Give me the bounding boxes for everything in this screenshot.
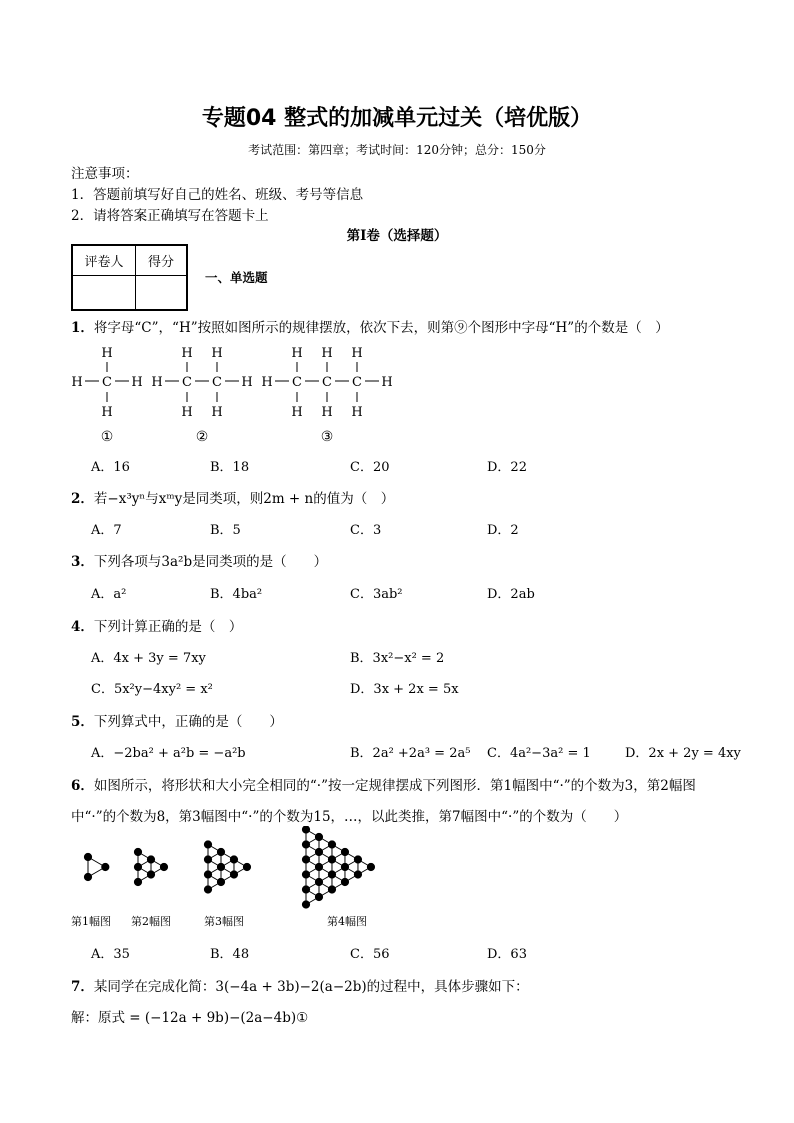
grade-table — [71, 244, 188, 311]
bond-lines — [85, 362, 379, 402]
score-header: 得分 — [136, 245, 188, 276]
question-number: 2． — [71, 491, 94, 507]
c-letter: C — [182, 375, 192, 390]
c-letter: C — [322, 375, 332, 390]
pattern-dot — [302, 901, 309, 908]
question-number: 1． — [71, 320, 94, 336]
h-letter: H — [291, 346, 303, 361]
pattern-dot — [84, 873, 91, 880]
pattern-dot — [341, 848, 348, 855]
page-title: 专题04 整式的加减单元过关（培优版） — [201, 106, 593, 131]
pattern-dot — [230, 856, 237, 863]
question-5 — [71, 710, 283, 730]
option-d[interactable]: D．2 — [487, 523, 519, 538]
question-6-line2: 中“·”的个数为8，第3幅图中“·”的个数为15，…，以此类推，第7幅图中“·”的个数为（ ） — [71, 809, 628, 825]
option-a[interactable]: A．−2ba² + a²b = −a²b — [91, 746, 246, 761]
option-c[interactable]: C．3 — [350, 523, 382, 538]
pattern-dot — [315, 893, 322, 900]
notice-item: 1．答题前填写好自己的姓名、班级、考号等信息 — [71, 187, 364, 203]
question-text: 下列算式中，正确的是（ ） — [93, 714, 283, 730]
option-c[interactable]: C．3ab² — [350, 587, 403, 602]
solution-line: 解：原式 = (−12a + 9b)−(2a−4b)① — [71, 1010, 309, 1026]
option-a[interactable]: A．7 — [91, 523, 122, 538]
pattern-dot — [147, 856, 154, 863]
option-b[interactable]: B．2a² +2a³ = 2a⁵ — [350, 746, 471, 761]
figure-label: 第1幅图 — [71, 915, 111, 928]
pattern-dot — [84, 853, 91, 860]
option-b[interactable]: B．4ba² — [210, 587, 263, 602]
pattern-dot — [134, 848, 141, 855]
option-a[interactable]: A．16 — [91, 460, 130, 475]
h-letter: H — [321, 405, 333, 420]
pattern-dot — [102, 863, 109, 870]
pattern-dot — [134, 863, 141, 870]
pattern-dot — [315, 878, 322, 885]
h-letter: H — [241, 375, 253, 390]
h-letter: H — [351, 405, 363, 420]
question-3 — [71, 550, 327, 570]
figure-label: ③ — [320, 429, 334, 445]
figure-label: ① — [100, 429, 114, 445]
h-letter: H — [321, 346, 333, 361]
pattern-dot — [204, 856, 211, 863]
figure-label: ② — [195, 429, 209, 445]
pattern-dot — [204, 871, 211, 878]
option-b[interactable]: B．3x²−x² = 2 — [350, 651, 445, 666]
h-letter: H — [351, 346, 363, 361]
question-text: 将字母“C”，“H”按照如图所示的规律摆放，依次下去，则第⑨个图形中字母“H”的个数是（ ） — [93, 320, 669, 336]
question-text: 下列计算正确的是（ ） — [93, 619, 243, 635]
h-letter: H — [71, 375, 83, 390]
pattern-dot — [134, 878, 141, 885]
h-letter: H — [291, 405, 303, 420]
option-a[interactable]: A．35 — [91, 947, 130, 962]
section-title: 第I卷（选择题） — [346, 228, 448, 244]
figure-label: 第3幅图 — [204, 915, 244, 928]
pattern-dot — [204, 886, 211, 893]
pattern-dot — [367, 863, 374, 870]
pattern-dot — [217, 863, 224, 870]
option-d[interactable]: D．3x + 2x = 5x — [350, 682, 459, 697]
grader-header: 评卷人 — [72, 245, 136, 276]
option-d[interactable]: D．63 — [487, 947, 527, 962]
pattern-dot — [315, 863, 322, 870]
figure-label: 第2幅图 — [131, 915, 171, 928]
question-number: 5． — [71, 714, 94, 730]
question-text: 若−x³yⁿ与xᵐy是同类项，则2m + n的值为（ ） — [93, 491, 395, 507]
option-d[interactable]: D．22 — [487, 460, 527, 475]
pattern-dot — [341, 863, 348, 870]
pattern-dot — [328, 841, 335, 848]
notice-item: 2．请将答案正确填写在答题卡上 — [71, 208, 269, 224]
option-d[interactable]: D．2ab — [487, 587, 535, 602]
score-cell — [136, 276, 188, 311]
pattern-dot — [315, 848, 322, 855]
question-text: 某同学在完成化简：3(−4a + 3b)−2(a−2b)的过程中，具体步骤如下： — [93, 979, 529, 995]
pattern-dot — [204, 841, 211, 848]
question-number: 6． — [71, 778, 94, 794]
pattern-dot — [243, 863, 250, 870]
option-d[interactable]: D．2x + 2y = 4xy — [625, 746, 741, 761]
pattern-dot — [354, 871, 361, 878]
c-letter: C — [102, 375, 112, 390]
option-c[interactable]: C．5x²y−4xy² = x² — [91, 682, 213, 697]
pattern-dot — [217, 878, 224, 885]
question-text: 下列各项与3a²b是同类项的是（ ） — [93, 554, 328, 570]
pattern-dot — [315, 833, 322, 840]
pattern-dot — [217, 848, 224, 855]
option-c[interactable]: C．4a²−3a² = 1 — [487, 746, 591, 761]
pattern-dot — [328, 856, 335, 863]
option-b[interactable]: B．18 — [210, 460, 250, 475]
pattern-dot — [302, 841, 309, 848]
figure-label: 第4幅图 — [327, 915, 367, 928]
h-letter: H — [131, 375, 143, 390]
pattern-dot — [160, 863, 167, 870]
pattern-dot — [302, 886, 309, 893]
pattern-dot — [302, 871, 309, 878]
h-letter: H — [181, 346, 193, 361]
h-letter: H — [101, 405, 113, 420]
option-c[interactable]: C．20 — [350, 460, 390, 475]
h-letter: H — [211, 405, 223, 420]
option-a[interactable]: A．4x + 3y = 7xy — [91, 651, 206, 666]
grader-cell — [72, 276, 136, 311]
pattern-dot — [341, 878, 348, 885]
c-letter: C — [212, 375, 222, 390]
h-letter: H — [101, 346, 113, 361]
option-b[interactable]: B．48 — [210, 947, 250, 962]
question-1 — [71, 316, 669, 336]
option-c[interactable]: C．56 — [350, 947, 390, 962]
question-number: 3． — [71, 554, 94, 570]
c-letter: C — [352, 375, 362, 390]
pattern-dot — [354, 856, 361, 863]
h-letter: H — [261, 375, 273, 390]
question-number: 7． — [71, 979, 94, 995]
exam-info: 考试范围：第四章；考试时间：120分钟；总分：150分 — [248, 143, 546, 157]
pattern-dot — [230, 871, 237, 878]
question-text: 如图所示，将形状和大小完全相同的“·”按一定规律摆成下列图形．第1幅图中“·”的个数为3，第2幅图 — [93, 778, 696, 794]
h-letter: H — [381, 375, 393, 390]
pattern-dot — [147, 871, 154, 878]
c-letter: C — [292, 375, 302, 390]
notice-heading: 注意事项： — [71, 166, 139, 182]
question-7 — [71, 975, 529, 995]
question-6 — [71, 774, 696, 794]
dot-pattern-figure — [68, 826, 418, 932]
pattern-dot — [302, 826, 309, 833]
h-letter: H — [181, 405, 193, 420]
pattern-dot — [302, 856, 309, 863]
question-4 — [71, 615, 242, 635]
option-b[interactable]: B．5 — [210, 523, 241, 538]
h-letter: H — [151, 375, 163, 390]
pattern-dot — [328, 886, 335, 893]
question-number: 4． — [71, 619, 94, 635]
option-a[interactable]: A．a² — [91, 587, 127, 602]
h-letter: H — [211, 346, 223, 361]
question-2 — [71, 487, 394, 507]
carbon-chain-figure — [66, 338, 406, 450]
part-title: 一、单选题 — [205, 270, 268, 285]
pattern-dot — [328, 871, 335, 878]
